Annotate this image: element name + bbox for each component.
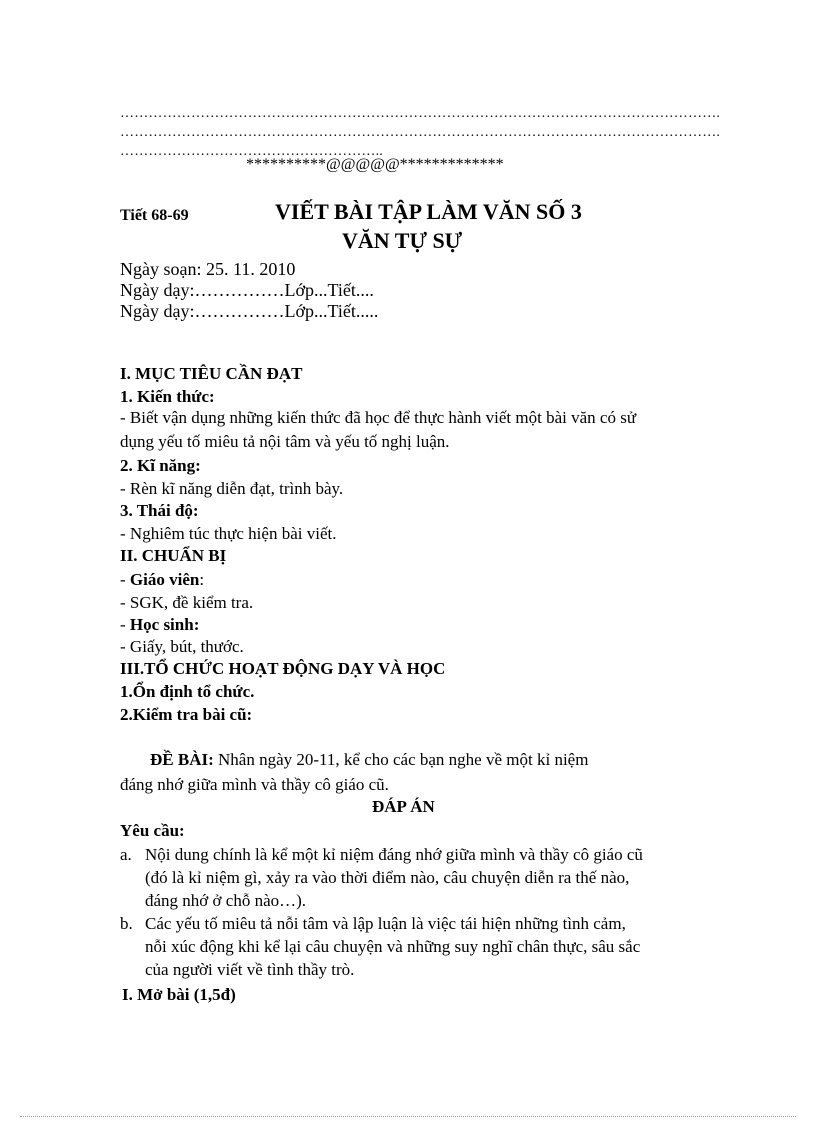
period-label: Tiết 68-69	[120, 207, 189, 224]
dotted-line-2: ……………………………………………………………………………………………………………….	[120, 125, 721, 140]
student-line	[120, 615, 199, 635]
answer-heading: ĐÁP ÁN	[372, 797, 435, 816]
taught-date-1: Ngày dạy:……………Lớp...Tiết....	[120, 280, 374, 300]
item-b-line-1: Các yếu tố miêu tả nỗi tâm và lập luận là việc tái hiện những tình cảm,	[145, 914, 626, 933]
exam-line-1	[150, 750, 588, 770]
review-item: 2.Kiểm tra bài cũ:	[120, 705, 253, 724]
teacher-line	[120, 570, 204, 590]
teacher-label: Giáo viên	[129, 570, 200, 589]
item-a-line-2: (đó là kỉ niệm gì, xảy ra vào thời điểm nào, câu chuyện diễn ra thế nào,	[145, 868, 630, 887]
student-text: - Giấy, bút, thước.	[120, 637, 244, 656]
exam-text-1: Nhân ngày 20-11, kể cho các bạn nghe về một kỉ niệm	[218, 750, 589, 769]
exam-label: ĐỀ BÀI:	[150, 750, 214, 769]
teacher-prefix: -	[120, 570, 130, 589]
taught-date-2: Ngày dạy:……………Lớp...Tiết.....	[120, 301, 379, 321]
knowledge-line-1: - Biết vận dụng những kiến thức đã học để thực hành viết một bài văn có sử	[120, 408, 637, 427]
opening-heading: I. Mở bài (1,5đ)	[122, 985, 236, 1004]
item-b-line-3: của người viết về tình thầy trò.	[145, 960, 355, 979]
teacher-colon: :	[199, 570, 205, 589]
item-b-marker: b.	[120, 914, 133, 933]
prepared-date: Ngày soạn: 25. 11. 2010	[120, 259, 296, 279]
separator-stars: **********@@@@@*************	[246, 156, 504, 173]
dotted-line-3: ………………………………………………..	[120, 144, 383, 159]
dotted-line-1: ……………………………………………………………………………………………………………….	[120, 106, 721, 121]
knowledge-heading: 1. Kiến thức:	[120, 387, 215, 406]
skills-text: - Rèn kĩ năng diễn đạt, trình bày.	[120, 479, 344, 498]
knowledge-line-2: dụng yếu tố miêu tả nội tâm và yếu tố nghị luận.	[120, 432, 450, 451]
page-subtitle: VĂN TỰ SỰ	[342, 228, 463, 253]
section-3-heading: III.TỔ CHỨC HOẠT ĐỘNG DẠY VÀ HỌC	[120, 659, 446, 678]
item-a-line-3: đáng nhớ ở chỗ nào…).	[145, 891, 307, 910]
attitude-text: - Nghiêm túc thực hiện bài viết.	[120, 524, 337, 543]
page-title: VIẾT BÀI TẬP LÀM VĂN SỐ 3	[275, 199, 582, 224]
teacher-text: - SGK, đề kiểm tra.	[120, 593, 254, 612]
student-label: Học sinh:	[129, 615, 200, 634]
exam-line-2: đáng nhớ giữa mình và thầy cô giáo cũ.	[120, 775, 389, 794]
requirements-heading: Yêu cầu:	[120, 821, 185, 840]
section-1-heading: I. MỤC TIÊU CẦN ĐẠT	[120, 364, 303, 383]
stabilize-item: 1.Ổn định tổ chức.	[120, 682, 255, 701]
item-a-marker: a.	[120, 845, 132, 864]
skills-heading: 2. Kĩ năng:	[120, 456, 201, 475]
attitude-heading: 3. Thái độ:	[120, 501, 199, 520]
page-bottom-border	[20, 1116, 796, 1117]
student-prefix: -	[120, 615, 130, 634]
section-2-heading: II. CHUẨN BỊ	[120, 546, 227, 565]
item-b-line-2: nỗi xúc động khi kể lại câu chuyện và những suy nghĩ chân thực, sâu sắc	[145, 937, 641, 956]
item-a-line-1: Nội dung chính là kể một kỉ niệm đáng nhớ giữa mình và thầy cô giáo cũ	[145, 845, 643, 864]
